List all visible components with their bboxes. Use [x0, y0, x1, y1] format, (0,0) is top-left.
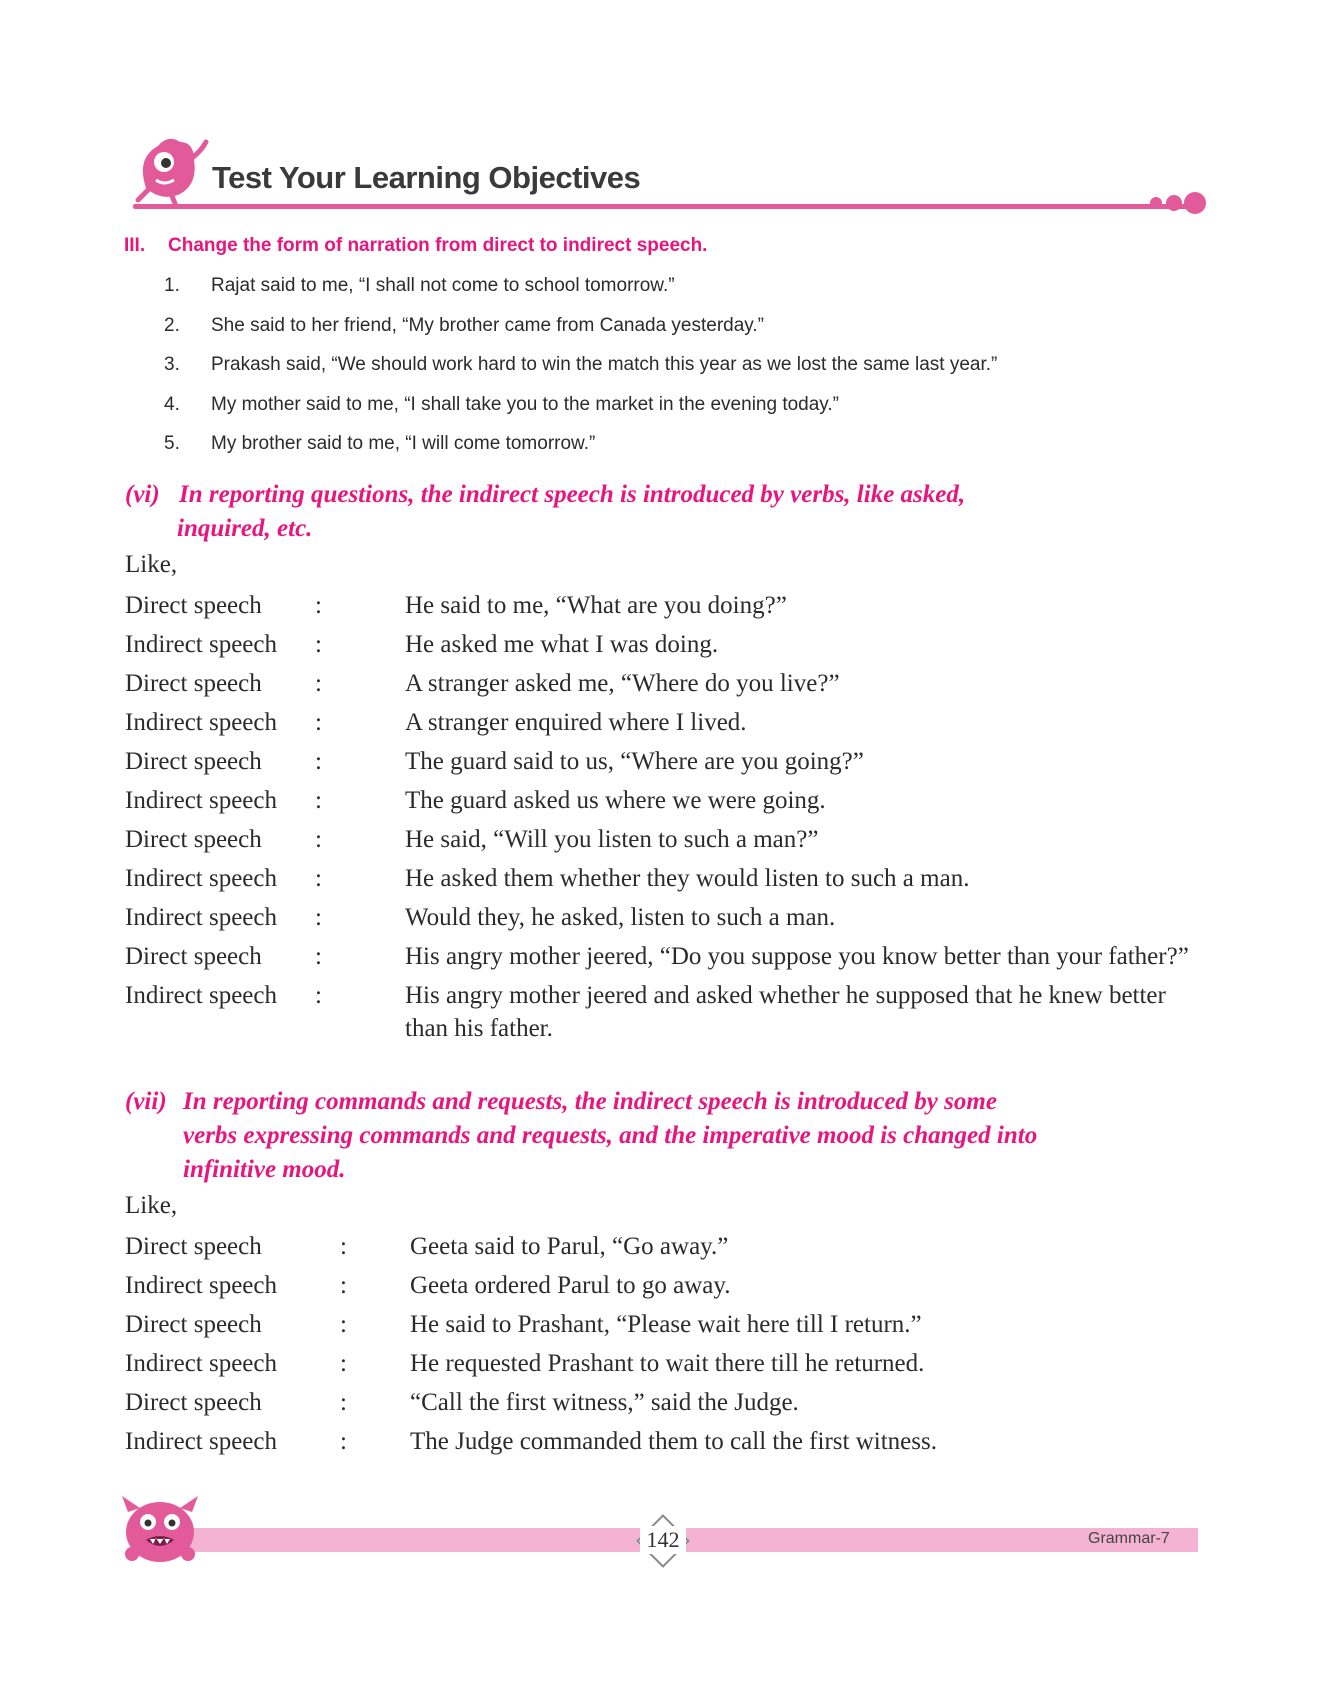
exercise-list — [164, 272, 997, 470]
book-label: Grammar-7 — [1088, 1530, 1170, 1547]
section-vii-heading: (vii) In reporting commands and requests, the indirect speech is introduced by some verbs expressing commands and requests, and the imperative mood is changed into infinitive mood. — [125, 1088, 1038, 1183]
mascot-icon — [128, 128, 214, 208]
table-row: Direct speech : Geeta said to Parul, “Go away.” — [125, 1233, 729, 1260]
table-row: Indirect speech : The guard asked us where we were going. — [125, 787, 826, 814]
rule-dot — [1166, 195, 1182, 211]
table-row: Indirect speech : He asked them whether they would listen to such a man. — [125, 865, 970, 892]
table-row: Direct speech : He said to me, “What are you doing?” — [125, 592, 787, 619]
table-row: Direct speech : A stranger asked me, “Where do you live?” — [125, 670, 840, 697]
exercise-instruction: Change the form of narration from direct to indirect speech. — [168, 235, 708, 256]
table-row: Indirect speech : He asked me what I was doing. — [125, 631, 719, 658]
like-label: Like, — [125, 1192, 178, 1219]
example-table-vii — [125, 1230, 1200, 1464]
rule-dot — [1150, 197, 1162, 209]
table-row: Direct speech : He said to Prashant, “Please wait here till I return.” — [125, 1311, 922, 1338]
section-vi-heading: (vi) In reporting questions, the indirect speech is introduced by verbs, like asked, inquired, etc. — [125, 481, 966, 542]
page-number: 142 — [640, 1526, 686, 1554]
table-row: Direct speech : The guard said to us, “Where are you going?” — [125, 748, 864, 775]
table-row: Indirect speech : Geeta ordered Parul to go away. — [125, 1272, 731, 1299]
list-item: 1. Rajat said to me, “I shall not come to school tomorrow.” — [164, 275, 675, 296]
table-row: Indirect speech : A stranger enquired where I lived. — [125, 709, 747, 736]
table-row: Indirect speech : The Judge commanded them to call the first witness. — [125, 1428, 937, 1455]
table-row: Direct speech : His angry mother jeered, “Do you suppose you know better than your father?” — [125, 943, 1189, 970]
header-rule — [133, 204, 1193, 209]
table-row: Direct speech : “Call the first witness,” said the Judge. — [125, 1389, 799, 1416]
table-row: Indirect speech : His angry mother jeered and asked whether he supposed that he knew better than his father. — [125, 982, 1166, 1042]
table-row: Indirect speech : He requested Prashant to wait there till he returned. — [125, 1350, 925, 1377]
monster-icon — [118, 1488, 202, 1568]
page-title: Test Your Learning Objectives — [212, 160, 641, 195]
rule-dot — [1184, 192, 1206, 214]
list-item: 5. My brother said to me, “I will come tomorrow.” — [164, 433, 596, 454]
table-row: Direct speech : He said, “Will you listen to such a man?” — [125, 826, 819, 853]
exercise-number: III. — [124, 235, 146, 256]
example-table-vi — [125, 589, 1195, 1051]
list-item: 2. She said to her friend, “My brother came from Canada yesterday.” — [164, 314, 765, 336]
like-label: Like, — [125, 551, 178, 578]
exercise-heading — [124, 235, 707, 257]
list-item: 3. Prakash said, “We should work hard to win the match this year as we lost the same last year.” — [164, 354, 998, 375]
table-row: Indirect speech : Would they, he asked, listen to such a man. — [125, 904, 836, 931]
list-item: 4. My mother said to me, “I shall take you to the market in the evening today.” — [164, 393, 840, 415]
